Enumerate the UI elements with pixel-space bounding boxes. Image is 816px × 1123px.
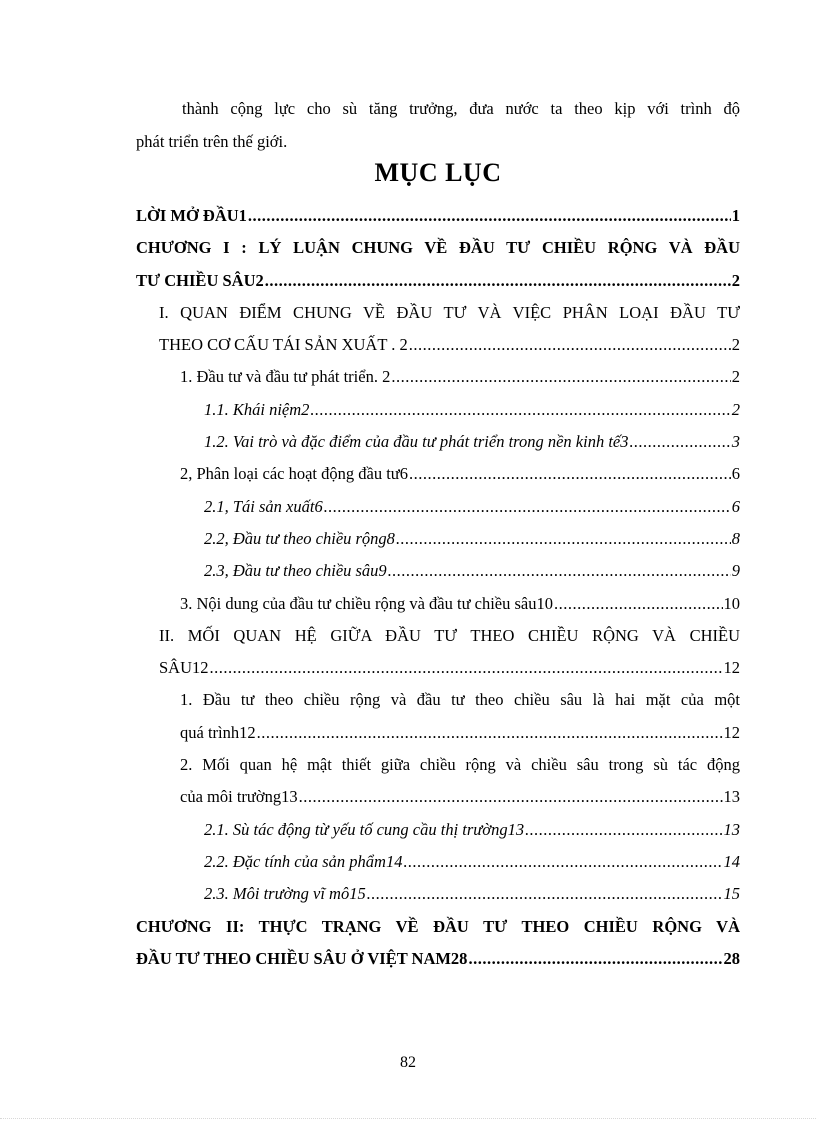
toc-page-number: 13 [723, 819, 740, 839]
toc-entry-ii-1[interactable] [180, 684, 740, 749]
toc-entry-text: quá trình12 [180, 722, 256, 742]
toc-page-number: 2 [731, 270, 740, 290]
toc-page-number: 2 [731, 335, 740, 355]
toc-page-number: 3 [731, 432, 740, 452]
toc-page-number: 2 [731, 399, 740, 419]
toc-page-number: 8 [731, 528, 740, 548]
toc-entry-text: 2.3. Môi trường vĩ mô15 [204, 884, 366, 904]
toc-entry-text: của môi trường13 [180, 787, 298, 807]
toc-entry-3[interactable] [180, 588, 740, 620]
page-bottom-divider [0, 1118, 816, 1119]
toc-page-number: 6 [731, 464, 740, 484]
toc-entry-2-3[interactable] [204, 555, 740, 587]
toc-page-number: 12 [723, 722, 740, 742]
toc-entry-first-line: II. MỐI QUAN HỆ GIỮA ĐẦU TƯ THEO CHIỀU RỘNG VÀ CHIỀU [159, 625, 740, 645]
toc-page-number: 14 [723, 851, 740, 871]
dot-leader [409, 458, 731, 490]
toc-entry-ii-2-3[interactable] [204, 878, 740, 910]
toc-entry-1-1[interactable] [204, 394, 740, 426]
toc-entry-text: 2.1, Tái sản xuất6 [204, 496, 323, 516]
dot-leader [468, 943, 722, 975]
toc-entry-first-line: I. QUAN ĐIỂM CHUNG VỀ ĐẦU TƯ VÀ VIỆC PHÂN LOẠI ĐẦU TƯ [159, 302, 740, 322]
dot-leader [367, 878, 723, 910]
toc-entry-text: 1.1. Khái niệm2 [204, 399, 310, 419]
toc-entry-text: TƯ CHIỀU SÂU2 [136, 270, 264, 290]
toc-page-number: 6 [731, 496, 740, 516]
toc-page-number: 13 [723, 787, 740, 807]
dot-leader [409, 329, 731, 361]
dot-leader [630, 426, 731, 458]
intro-line-2: phát triển trên thế giới. [136, 132, 288, 151]
toc-entry-text: ĐẦU TƯ THEO CHIỀU SÂU Ở VIỆT NAM28 [136, 948, 468, 968]
toc-entry-first-line: 2. Mối quan hệ mật thiết giữa chiều rộng và chiều sâu trong sù tác động [180, 755, 740, 775]
toc-page-number: 1 [731, 206, 740, 225]
dot-leader [310, 394, 730, 426]
toc-entry-ii-2[interactable] [180, 749, 740, 814]
toc-entry-text: 2.2. Đặc tính của sản phẩm14 [204, 851, 403, 871]
toc-entry-ii-2-2[interactable] [204, 846, 740, 878]
toc-entry-ii-2-1[interactable] [204, 814, 740, 846]
toc-entry-text: THEO CƠ CẤU TÁI SẢN XUẤT . 2 [159, 335, 408, 355]
toc-entry-text: 1.2. Vai trò và đặc điểm của đầu tư phát triển trong nền kinh tế3 [204, 432, 629, 452]
toc-entry-loi-mo-dau[interactable] [136, 200, 740, 232]
toc-page-number: 15 [723, 884, 740, 904]
intro-line-1: thành cộng lực cho sù tăng trưởng, đưa nước ta theo kịp với trình độ [182, 99, 740, 118]
toc-entry-first-line: CHƯƠNG I : LÝ LUẬN CHUNG VỀ ĐẦU TƯ CHIỀU RỘNG VÀ ĐẦU [136, 238, 740, 258]
toc-entry-text: LỜI MỞ ĐẦU1 [136, 206, 247, 225]
toc-entry-text: 2.3, Đầu tư theo chiều sâu9 [204, 561, 387, 581]
toc-title: MỤC LỤC [374, 158, 502, 187]
toc-entry-2[interactable] [180, 458, 740, 490]
toc-entry-section-2[interactable] [159, 620, 740, 685]
dot-leader [257, 717, 723, 749]
toc-entry-chuong-1[interactable] [136, 232, 740, 297]
toc-entry-2-2[interactable] [204, 523, 740, 555]
table-of-contents [136, 200, 740, 975]
dot-leader [299, 781, 723, 813]
dot-leader [210, 652, 723, 684]
toc-page-number: 9 [731, 561, 740, 581]
toc-entry-text: 2, Phân loại các hoạt động đầu tư6 [180, 464, 408, 484]
toc-page-number: 28 [723, 948, 740, 968]
toc-entry-first-line: CHƯƠNG II: THỰC TRẠNG VỀ ĐẦU TƯ THEO CHIỀU RỘNG VÀ [136, 916, 740, 936]
toc-entry-text: 2.1. Sù tác động từ yếu tố cung cầu thị trường13 [204, 819, 525, 839]
dot-leader [265, 265, 731, 297]
toc-entry-first-line: 1. Đầu tư theo chiều rộng và đầu tư theo chiều sâu là hai mặt của một [180, 690, 740, 710]
dot-leader [324, 491, 731, 523]
toc-entry-2-1[interactable] [204, 491, 740, 523]
dot-leader [554, 588, 723, 620]
dot-leader [391, 361, 730, 393]
toc-page-number: 10 [723, 593, 740, 613]
toc-entry-section-1[interactable] [159, 297, 740, 362]
toc-entry-1[interactable] [180, 361, 740, 393]
dot-leader [525, 814, 722, 846]
dot-leader [403, 846, 722, 878]
toc-entry-text: 1. Đầu tư và đầu tư phát triển. 2 [180, 367, 391, 387]
toc-entry-text: 2.2, Đầu tư theo chiều rộng8 [204, 528, 395, 548]
dot-leader [396, 523, 731, 555]
toc-entry-chuong-2[interactable] [136, 911, 740, 976]
toc-entry-1-2[interactable] [204, 426, 740, 458]
page-number: 82 [400, 1054, 416, 1071]
toc-entry-text: SÂU12 [159, 658, 209, 678]
toc-page-number: 2 [731, 367, 740, 387]
dot-leader [248, 200, 731, 232]
dot-leader [388, 555, 731, 587]
intro-paragraph [136, 92, 740, 158]
toc-entry-text: 3. Nội dung của đầu tư chiều rộng và đầu tư chiều sâu10 [180, 593, 553, 613]
toc-page-number: 12 [723, 658, 740, 678]
